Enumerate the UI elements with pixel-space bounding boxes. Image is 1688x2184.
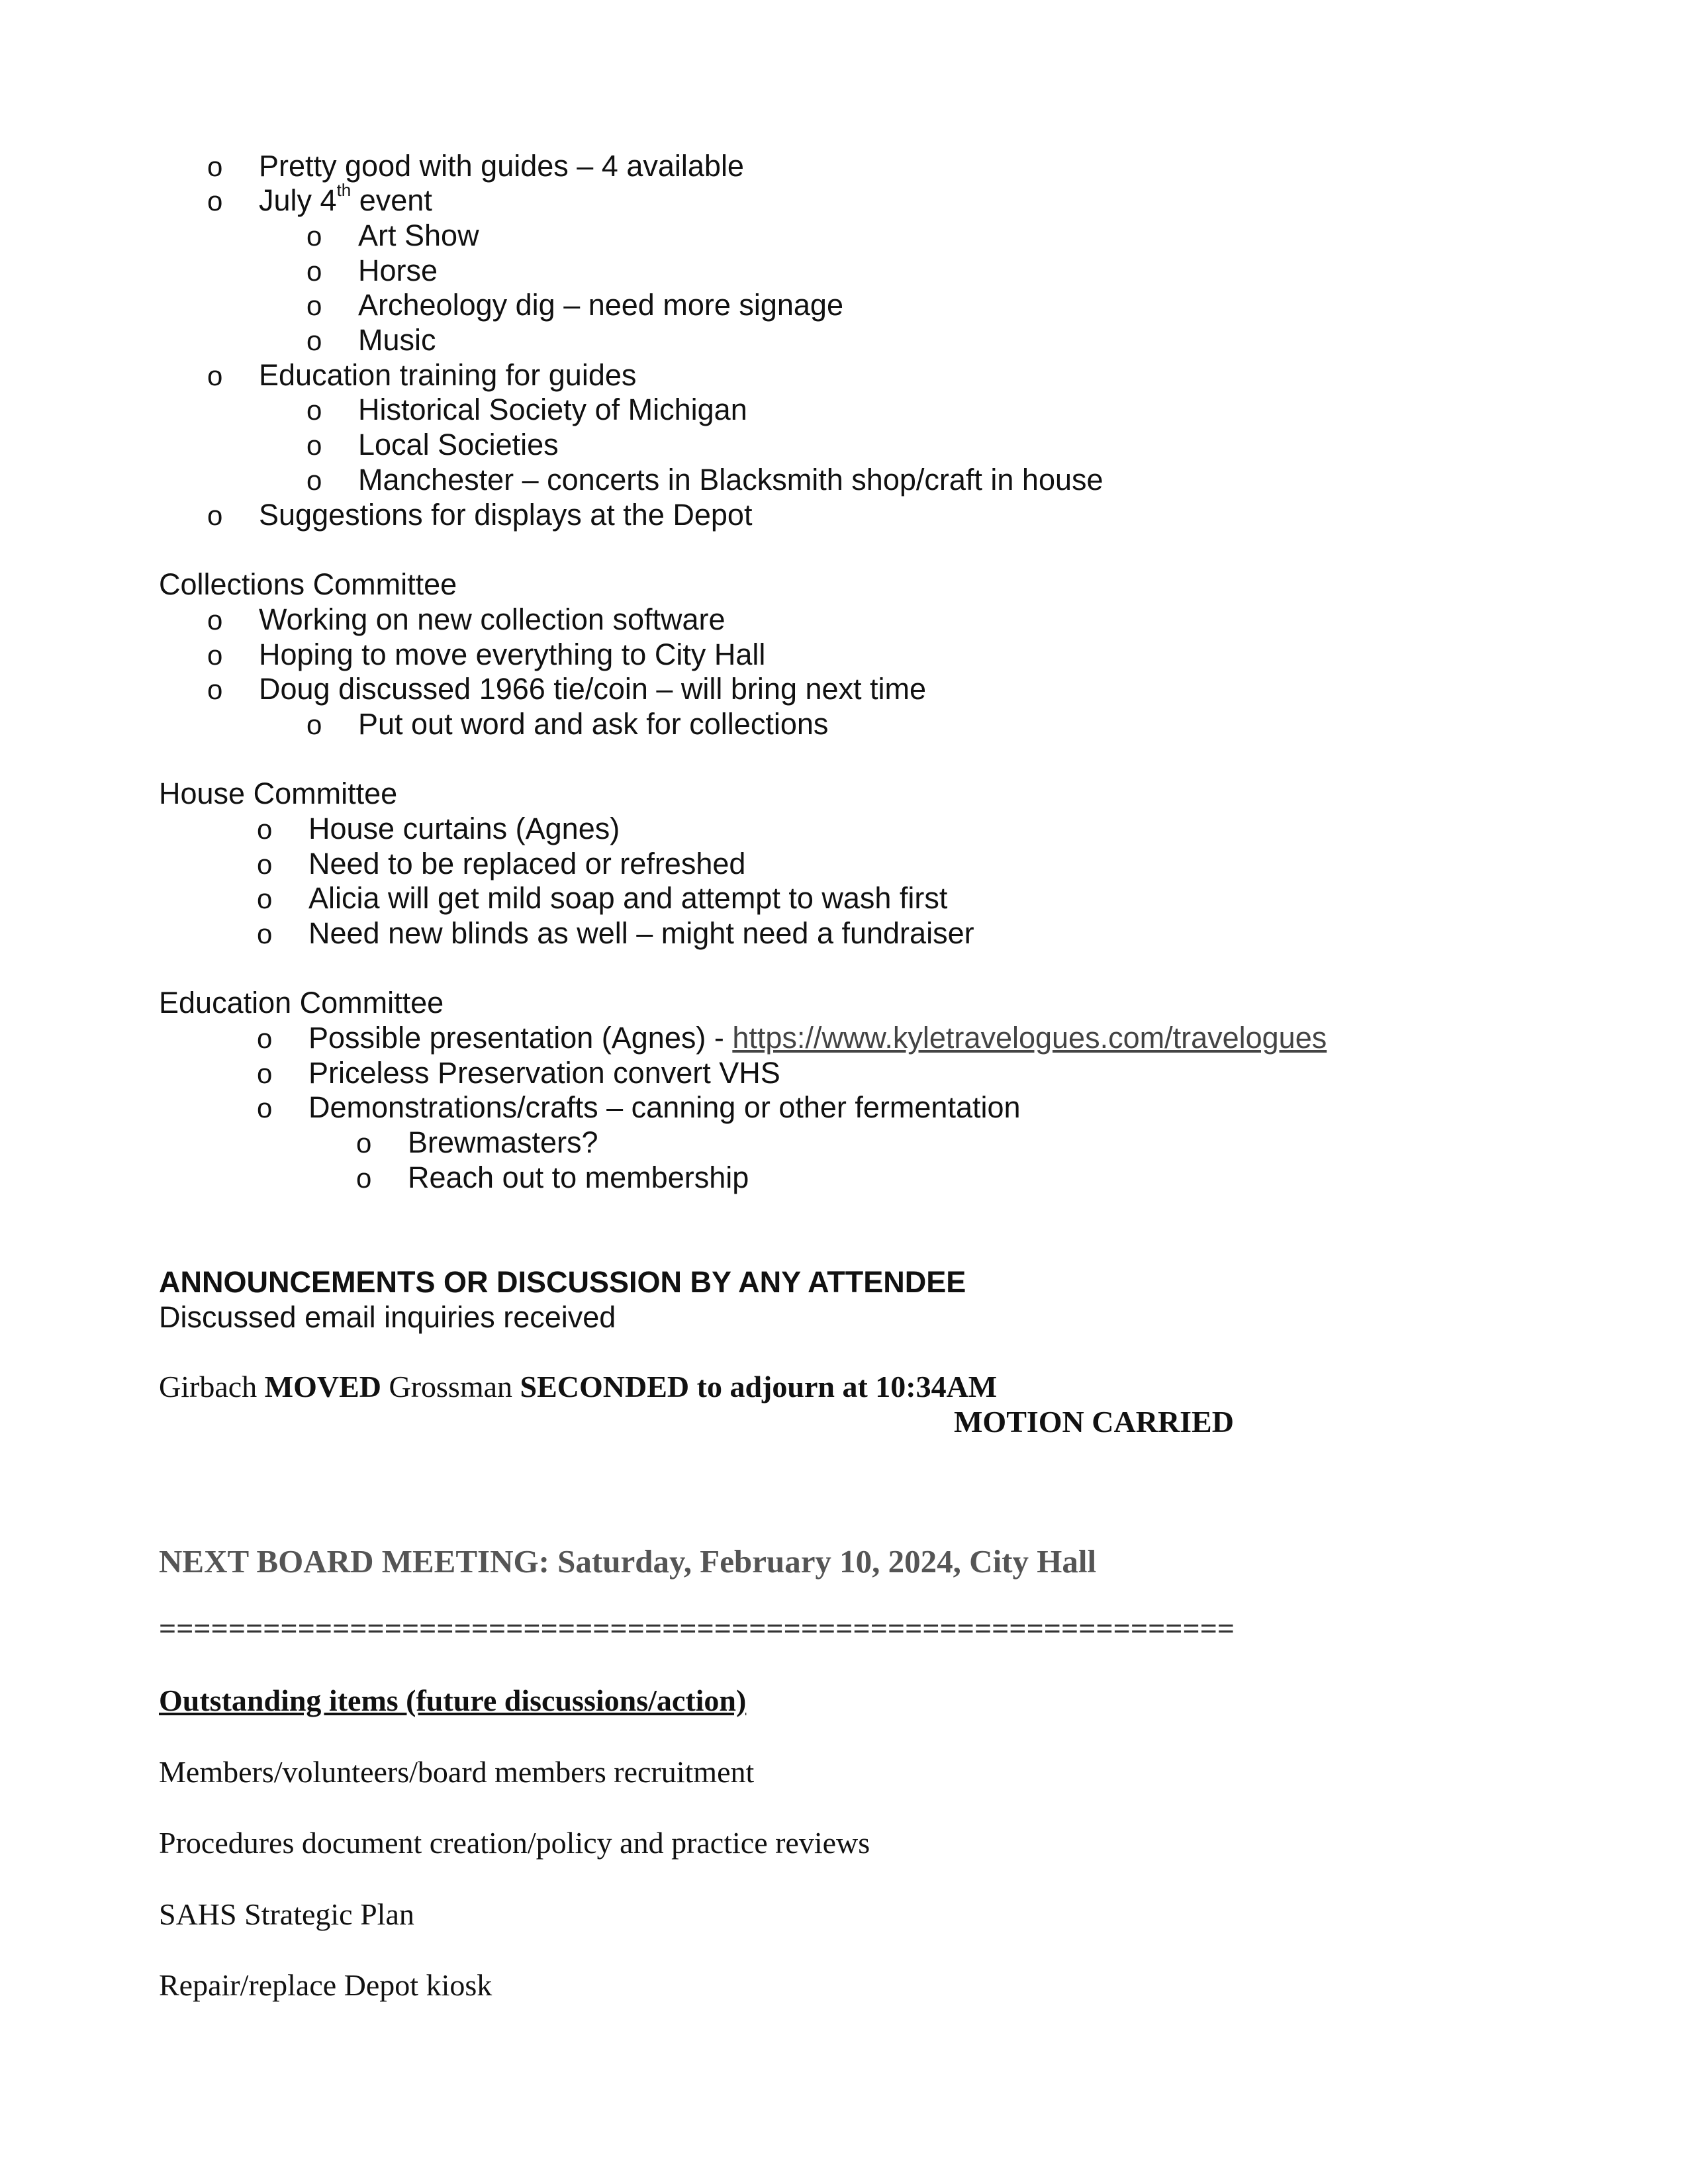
list-item: o Priceless Preservation convert VHS bbox=[257, 1056, 780, 1090]
bullet-icon: o bbox=[356, 1163, 372, 1194]
motion-result: MOTION CARRIED bbox=[954, 1405, 1234, 1439]
list-item: o Possible presentation (Agnes) - https://www.kyletravelogues.com/travelogues bbox=[257, 1021, 1327, 1055]
list-item: o Alicia will get mild soap and attempt to wash first bbox=[257, 881, 948, 915]
bullet-icon: o bbox=[207, 360, 223, 391]
outstanding-item: Members/volunteers/board members recruitment bbox=[159, 1755, 755, 1789]
bullet-icon: o bbox=[306, 290, 322, 321]
list-item: o Archeology dig – need more signage bbox=[306, 288, 843, 322]
list-item: o Historical Society of Michigan bbox=[306, 393, 747, 426]
list-item: o Manchester – concerts in Blacksmith shop/craft in house bbox=[306, 463, 1103, 497]
outstanding-item: Procedures document creation/policy and practice reviews bbox=[159, 1826, 870, 1860]
list-item: o Working on new collection software bbox=[207, 602, 726, 636]
list-item: o Horse bbox=[306, 254, 438, 287]
bullet-icon: o bbox=[306, 256, 322, 287]
bullet-icon: o bbox=[207, 185, 223, 216]
bullet-icon: o bbox=[207, 500, 223, 531]
motion-line: Girbach MOVED Grossman SECONDED to adjourn at 10:34AM bbox=[159, 1370, 998, 1403]
bullet-icon: o bbox=[257, 1092, 273, 1123]
list-item: o Doug discussed 1966 tie/coin – will bring next time bbox=[207, 672, 927, 706]
bullet-icon: o bbox=[356, 1127, 372, 1159]
bullet-icon: o bbox=[306, 325, 322, 356]
bullet-icon: o bbox=[306, 430, 322, 461]
travelogues-link[interactable]: https://www.kyletravelogues.com/travelogues bbox=[732, 1021, 1327, 1055]
list-item: o Pretty good with guides – 4 available bbox=[207, 149, 744, 183]
education-heading: Education Committee bbox=[159, 986, 444, 1020]
outstanding-item: SAHS Strategic Plan bbox=[159, 1897, 414, 1931]
bullet-icon: o bbox=[257, 883, 273, 914]
outstanding-item: Repair/replace Depot kiosk bbox=[159, 1968, 492, 2002]
announcements-heading: ANNOUNCEMENTS OR DISCUSSION BY ANY ATTENDEE bbox=[159, 1265, 966, 1299]
bullet-icon: o bbox=[207, 640, 223, 671]
outstanding-heading: Outstanding items (future discussions/action) bbox=[159, 1684, 747, 1717]
bullet-icon: o bbox=[306, 220, 322, 252]
list-item: o July 4th event bbox=[207, 180, 432, 217]
list-item: o Put out word and ask for collections bbox=[306, 707, 829, 741]
list-item: o Suggestions for displays at the Depot bbox=[207, 498, 753, 532]
list-item: o Reach out to membership bbox=[356, 1161, 749, 1194]
bullet-icon: o bbox=[257, 1023, 273, 1054]
list-item: o Music bbox=[306, 323, 436, 357]
bullet-icon: o bbox=[207, 151, 223, 182]
list-item: o Art Show bbox=[306, 218, 479, 252]
house-heading: House Committee bbox=[159, 777, 398, 810]
announcements-text: Discussed email inquiries received bbox=[159, 1300, 616, 1334]
list-item: o Brewmasters? bbox=[356, 1125, 598, 1159]
separator-line: ============================================================== bbox=[159, 1611, 1235, 1645]
list-item: o Education training for guides bbox=[207, 358, 637, 392]
bullet-icon: o bbox=[306, 465, 322, 496]
bullet-icon: o bbox=[207, 604, 223, 636]
bullet-icon: o bbox=[207, 674, 223, 705]
bullet-icon: o bbox=[306, 395, 322, 426]
bullet-icon: o bbox=[306, 709, 322, 740]
list-item: o Demonstrations/crafts – canning or other fermentation bbox=[257, 1090, 1021, 1124]
list-item: o Hoping to move everything to City Hall bbox=[207, 638, 766, 671]
bullet-icon: o bbox=[257, 814, 273, 845]
list-item: o Need to be replaced or refreshed bbox=[257, 847, 746, 880]
bullet-icon: o bbox=[257, 849, 273, 880]
list-item: o Local Societies bbox=[306, 428, 559, 461]
next-meeting: NEXT BOARD MEETING: Saturday, February 10, 2024, City Hall bbox=[159, 1543, 1097, 1580]
collections-heading: Collections Committee bbox=[159, 567, 457, 601]
list-item: o Need new blinds as well – might need a fundraiser bbox=[257, 916, 974, 950]
list-item: o House curtains (Agnes) bbox=[257, 812, 620, 845]
bullet-icon: o bbox=[257, 918, 273, 949]
bullet-icon: o bbox=[257, 1058, 273, 1089]
